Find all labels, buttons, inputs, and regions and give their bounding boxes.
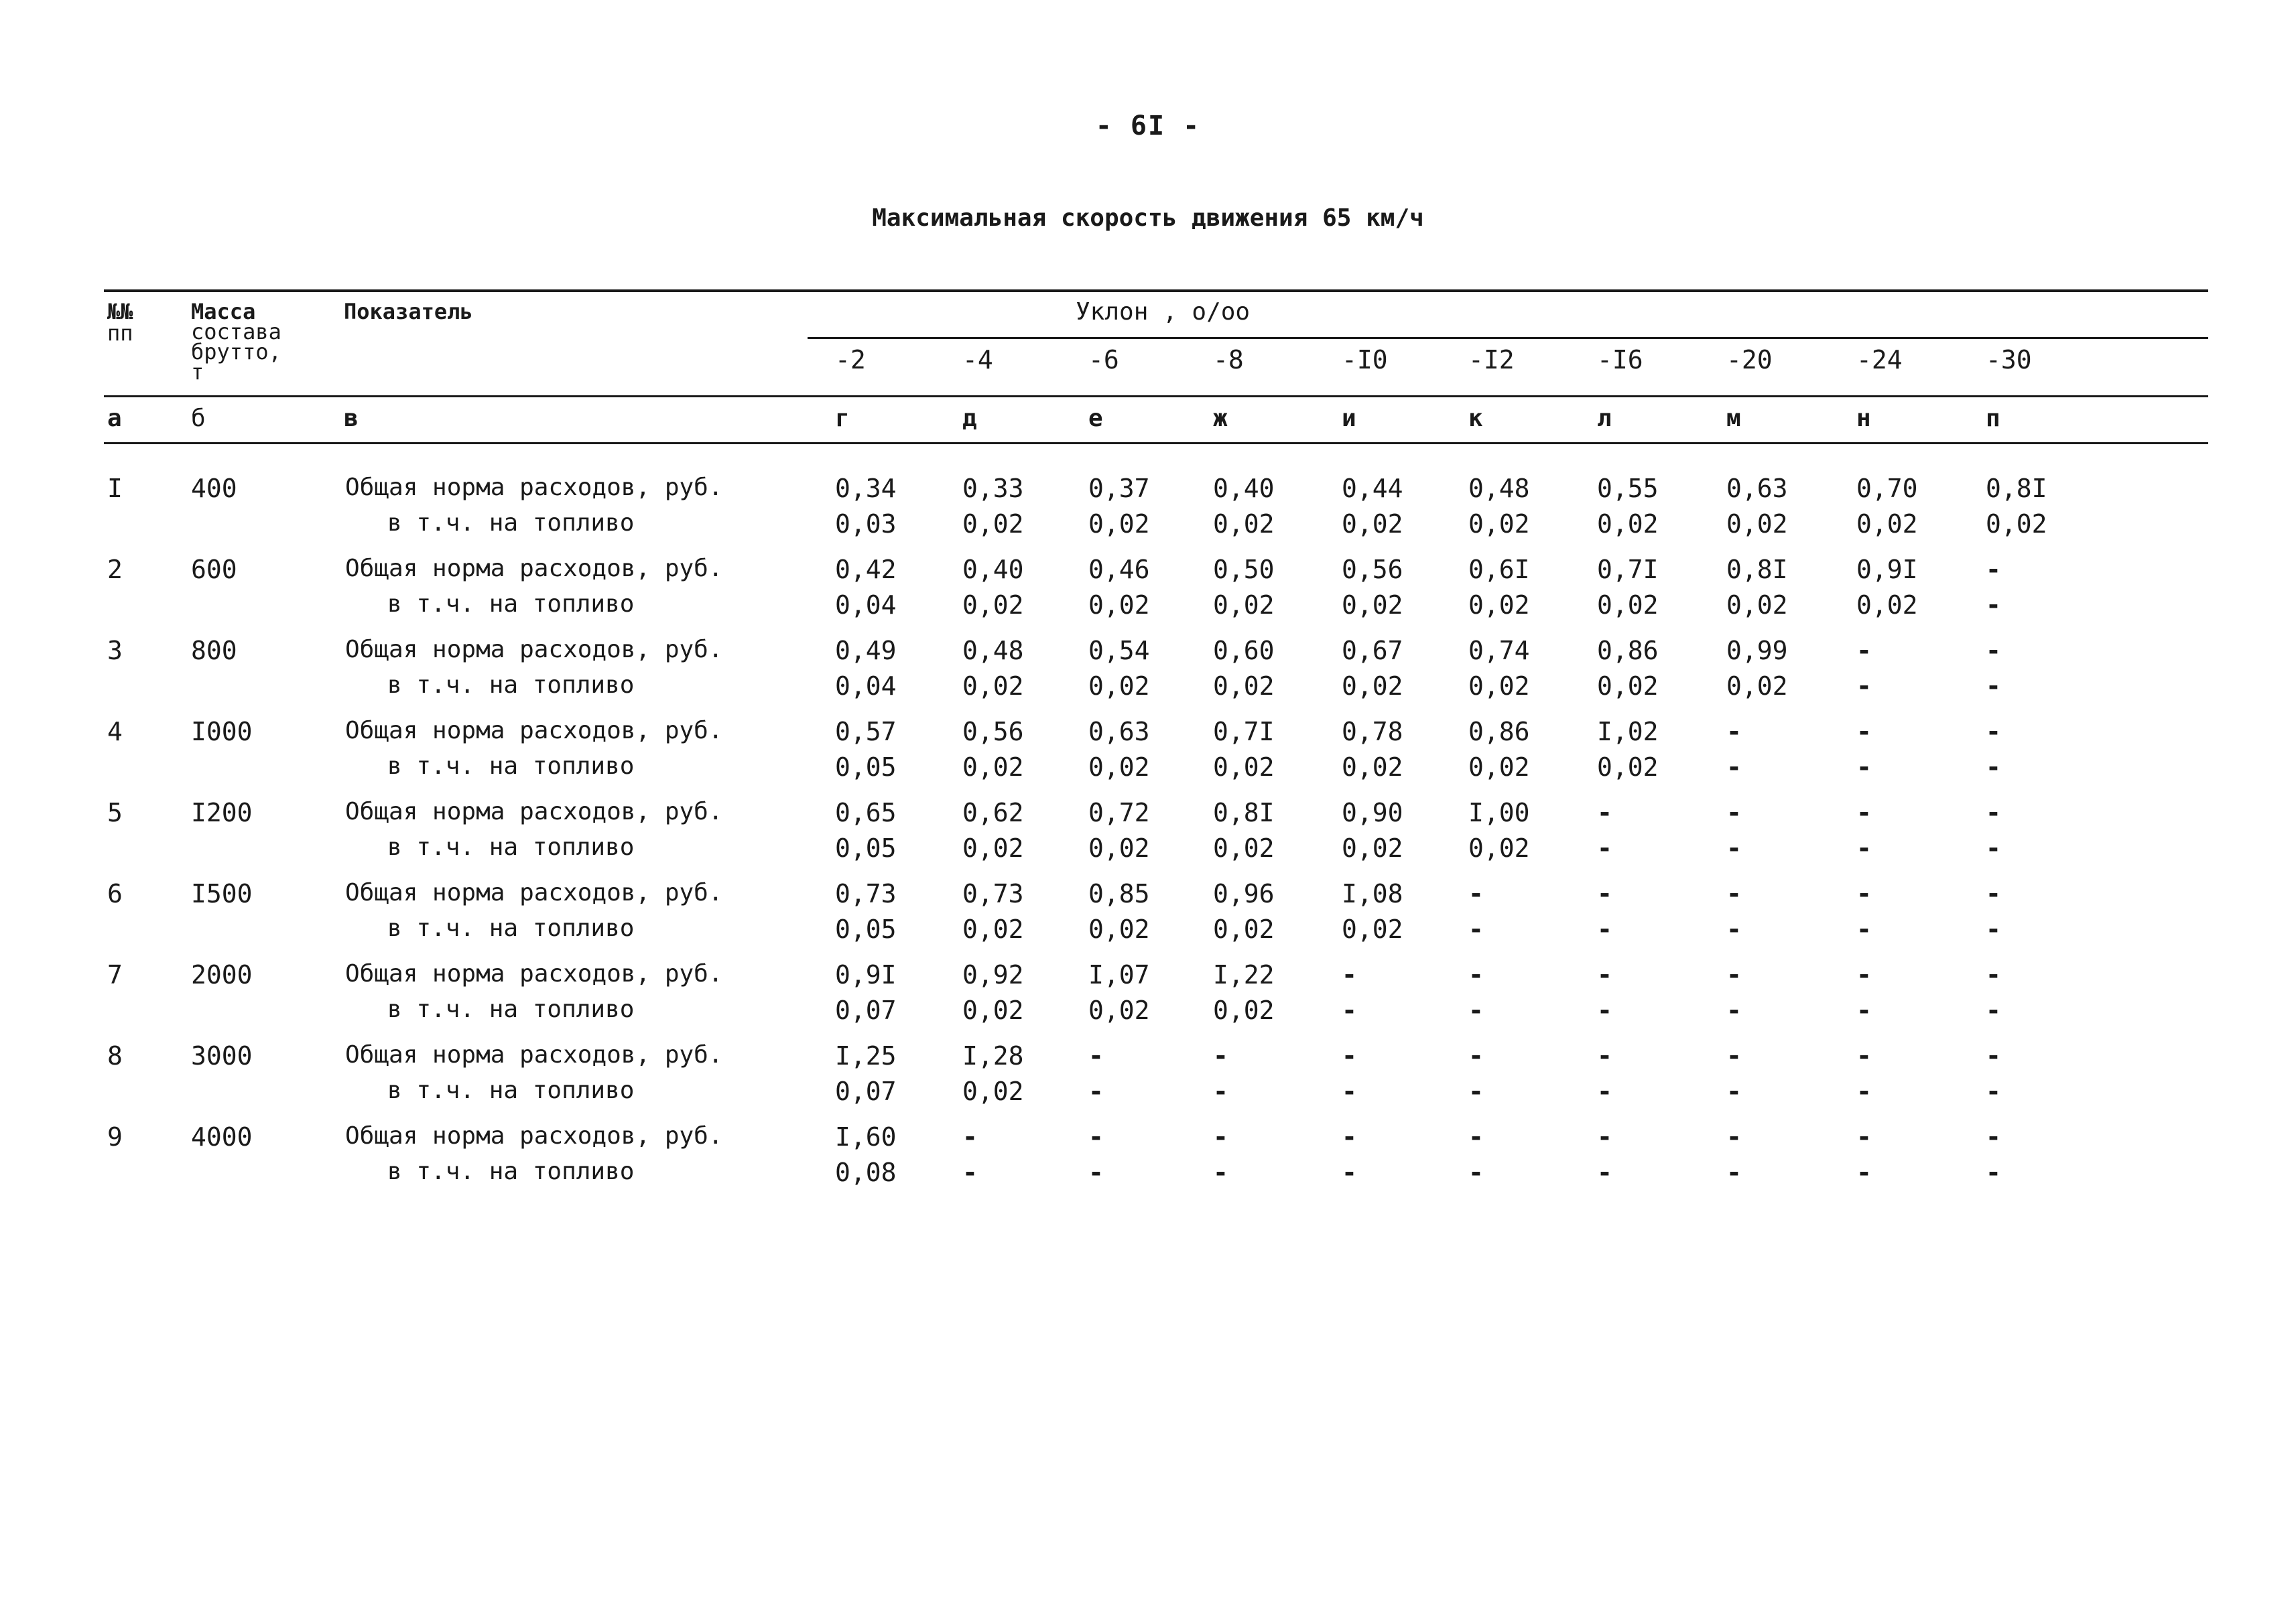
fuel-value-cell: 0,02: [962, 833, 1024, 863]
total-value-cell: I,60: [835, 1122, 897, 1152]
fuel-value-cell: 0,02: [1088, 671, 1150, 701]
fuel-value-cell: -: [1597, 833, 1612, 863]
total-value-cell: -: [1088, 1041, 1104, 1071]
fuel-value-cell: 0,02: [1342, 833, 1403, 863]
row-label-fuel: в т.ч. на топливо: [387, 752, 635, 780]
fuel-value-cell: -: [1468, 1158, 1484, 1187]
letter-col-grade: ж: [1213, 405, 1228, 432]
fuel-value-cell: -: [1856, 833, 1872, 863]
total-value-cell: -: [1726, 717, 1742, 746]
total-value-cell: 0,33: [962, 474, 1024, 503]
fuel-value-cell: 0,02: [1597, 671, 1659, 701]
total-value-cell: -: [1986, 798, 2001, 827]
fuel-value-cell: 0,02: [1468, 833, 1530, 863]
fuel-value-cell: -: [1726, 752, 1742, 782]
total-value-cell: -: [1986, 636, 2001, 665]
letter-col-grade: и: [1342, 405, 1356, 432]
fuel-value-cell: 0,02: [1088, 915, 1150, 944]
total-value-cell: -: [1468, 960, 1484, 990]
total-value-cell: 0,8I: [1213, 798, 1275, 827]
fuel-value-cell: -: [1856, 1158, 1872, 1187]
row-label-fuel: в т.ч. на топливо: [387, 996, 635, 1023]
total-value-cell: -: [1468, 1041, 1484, 1071]
fuel-value-cell: -: [1726, 1077, 1742, 1106]
fuel-value-cell: -: [1726, 1158, 1742, 1187]
total-value-cell: 0,8I: [1986, 474, 2047, 503]
fuel-value-cell: 0,02: [1213, 509, 1275, 539]
letter-col-grade: м: [1726, 405, 1741, 432]
fuel-value-cell: 0,07: [835, 996, 897, 1025]
row-label-total: Общая норма расходов, руб.: [345, 474, 723, 501]
fuel-value-cell: -: [1468, 915, 1484, 944]
fuel-value-cell: -: [1726, 996, 1742, 1025]
fuel-value-cell: -: [1088, 1077, 1104, 1106]
total-value-cell: 0,62: [962, 798, 1024, 827]
page-number: - 6I -: [1095, 111, 1201, 141]
fuel-value-cell: 0,02: [1856, 590, 1918, 620]
header-grade-value: -30: [1986, 345, 2032, 375]
total-value-cell: -: [1342, 1041, 1357, 1071]
fuel-value-cell: 0,05: [835, 915, 897, 944]
row-mass: 600: [191, 555, 237, 584]
grade-header-rule: [808, 337, 2208, 339]
letter-col-grade: д: [962, 405, 977, 432]
fuel-value-cell: 0,08: [835, 1158, 897, 1187]
total-value-cell: 0,7I: [1597, 555, 1659, 584]
fuel-value-cell: 0,02: [1213, 915, 1275, 944]
fuel-value-cell: -: [1986, 996, 2001, 1025]
header-bottom-rule: [104, 395, 2208, 397]
fuel-value-cell: -: [962, 1158, 978, 1187]
header-col-num: пп: [107, 320, 133, 346]
fuel-value-cell: 0,02: [962, 752, 1024, 782]
letter-col-num: а: [107, 405, 122, 432]
fuel-value-cell: 0,02: [962, 1077, 1024, 1106]
total-value-cell: -: [1597, 1122, 1612, 1152]
total-value-cell: -: [1213, 1041, 1228, 1071]
fuel-value-cell: 0,02: [1213, 833, 1275, 863]
total-value-cell: -: [1726, 798, 1742, 827]
row-number: 6: [107, 879, 123, 908]
total-value-cell: 0,40: [1213, 474, 1275, 503]
fuel-value-cell: -: [1342, 996, 1357, 1025]
fuel-value-cell: 0,02: [1088, 996, 1150, 1025]
total-value-cell: -: [1088, 1122, 1104, 1152]
total-value-cell: 0,86: [1597, 636, 1659, 665]
total-value-cell: -: [1856, 636, 1872, 665]
total-value-cell: -: [1856, 1122, 1872, 1152]
total-value-cell: 0,74: [1468, 636, 1530, 665]
total-value-cell: I,08: [1342, 879, 1403, 908]
total-value-cell: 0,8I: [1726, 555, 1788, 584]
row-mass: I200: [191, 798, 253, 827]
fuel-value-cell: -: [1856, 671, 1872, 701]
total-value-cell: 0,48: [962, 636, 1024, 665]
fuel-value-cell: -: [1597, 1158, 1612, 1187]
fuel-value-cell: 0,05: [835, 833, 897, 863]
total-value-cell: -: [1856, 1041, 1872, 1071]
fuel-value-cell: -: [1597, 1077, 1612, 1106]
fuel-value-cell: 0,02: [1597, 590, 1659, 620]
total-value-cell: -: [1856, 879, 1872, 908]
header-grade-value: -6: [1088, 345, 1119, 375]
total-value-cell: 0,85: [1088, 879, 1150, 908]
total-value-cell: 0,37: [1088, 474, 1150, 503]
row-mass: 400: [191, 474, 237, 503]
total-value-cell: 0,42: [835, 555, 897, 584]
fuel-value-cell: -: [1726, 915, 1742, 944]
page-title: Максимальная скорость движения 65 км/ч: [872, 204, 1424, 232]
total-value-cell: 0,46: [1088, 555, 1150, 584]
header-grade-value: -4: [962, 345, 993, 375]
fuel-value-cell: 0,02: [1342, 590, 1403, 620]
header-grade-value: -I0: [1342, 345, 1388, 375]
header-grade-value: -20: [1726, 345, 1773, 375]
letter-col-grade: п: [1986, 405, 2000, 432]
row-number: 9: [107, 1122, 123, 1152]
fuel-value-cell: 0,02: [1726, 671, 1788, 701]
total-value-cell: 0,63: [1726, 474, 1788, 503]
fuel-value-cell: -: [1088, 1158, 1104, 1187]
fuel-value-cell: 0,04: [835, 590, 897, 620]
row-label-total: Общая норма расходов, руб.: [345, 555, 723, 582]
header-col-num: №№: [107, 299, 133, 324]
total-value-cell: -: [1726, 1041, 1742, 1071]
letter-col-grade: н: [1856, 405, 1871, 432]
total-value-cell: 0,65: [835, 798, 897, 827]
total-value-cell: -: [1856, 798, 1872, 827]
fuel-value-cell: -: [1213, 1077, 1228, 1106]
fuel-value-cell: -: [1597, 996, 1612, 1025]
row-mass: I500: [191, 879, 253, 908]
total-value-cell: I,22: [1213, 960, 1275, 990]
fuel-value-cell: 0,02: [1213, 752, 1275, 782]
fuel-value-cell: 0,02: [1088, 509, 1150, 539]
total-value-cell: 0,6I: [1468, 555, 1530, 584]
fuel-value-cell: -: [1856, 1077, 1872, 1106]
row-label-total: Общая норма расходов, руб.: [345, 717, 723, 744]
fuel-value-cell: 0,02: [1342, 915, 1403, 944]
row-label-total: Общая норма расходов, руб.: [345, 879, 723, 906]
row-label-fuel: в т.ч. на топливо: [387, 915, 635, 942]
fuel-value-cell: 0,02: [1726, 509, 1788, 539]
row-label-fuel: в т.ч. на топливо: [387, 1077, 635, 1104]
row-label-total: Общая норма расходов, руб.: [345, 798, 723, 825]
row-label-fuel: в т.ч. на топливо: [387, 833, 635, 861]
total-value-cell: -: [1856, 960, 1872, 990]
fuel-value-cell: 0,02: [1597, 509, 1659, 539]
header-grade-value: -2: [835, 345, 866, 375]
total-value-cell: 0,60: [1213, 636, 1275, 665]
row-number: I: [107, 474, 123, 503]
fuel-value-cell: -: [1986, 1077, 2001, 1106]
fuel-value-cell: 0,03: [835, 509, 897, 539]
total-value-cell: -: [1986, 1041, 2001, 1071]
fuel-value-cell: 0,02: [962, 671, 1024, 701]
total-value-cell: 0,67: [1342, 636, 1403, 665]
fuel-value-cell: 0,02: [1468, 752, 1530, 782]
fuel-value-cell: -: [1726, 833, 1742, 863]
fuel-value-cell: 0,02: [1213, 590, 1275, 620]
total-value-cell: 0,9I: [1856, 555, 1918, 584]
total-value-cell: -: [1726, 960, 1742, 990]
fuel-value-cell: 0,02: [1597, 752, 1659, 782]
header-grade-label: Уклон , о/оо: [1076, 298, 1251, 326]
row-mass: 3000: [191, 1041, 253, 1071]
fuel-value-cell: 0,02: [962, 915, 1024, 944]
fuel-value-cell: 0,02: [1468, 590, 1530, 620]
fuel-value-cell: 0,02: [1726, 590, 1788, 620]
row-label-total: Общая норма расходов, руб.: [345, 1122, 723, 1150]
letter-col-grade: е: [1088, 405, 1103, 432]
letters-row-rule: [104, 442, 2208, 444]
total-value-cell: -: [1986, 1122, 2001, 1152]
row-label-fuel: в т.ч. на топливо: [387, 590, 635, 618]
total-value-cell: 0,63: [1088, 717, 1150, 746]
fuel-value-cell: -: [1342, 1077, 1357, 1106]
fuel-value-cell: -: [1856, 915, 1872, 944]
letter-col-grade: г: [835, 405, 850, 432]
total-value-cell: 0,48: [1468, 474, 1530, 503]
header-col-mass: Масса: [191, 299, 256, 324]
total-value-cell: 0,72: [1088, 798, 1150, 827]
total-value-cell: 0,56: [1342, 555, 1403, 584]
total-value-cell: 0,49: [835, 636, 897, 665]
total-value-cell: 0,55: [1597, 474, 1659, 503]
header-grade-value: -24: [1856, 345, 1903, 375]
total-value-cell: 0,78: [1342, 717, 1403, 746]
total-value-cell: 0,70: [1856, 474, 1918, 503]
row-label-total: Общая норма расходов, руб.: [345, 1041, 723, 1069]
table-top-rule: [104, 289, 2208, 292]
total-value-cell: 0,90: [1342, 798, 1403, 827]
header-grade-value: -8: [1213, 345, 1244, 375]
total-value-cell: -: [1597, 960, 1612, 990]
fuel-value-cell: 0,05: [835, 752, 897, 782]
total-value-cell: 0,73: [962, 879, 1024, 908]
header-col-mass: состава: [191, 319, 281, 344]
total-value-cell: -: [1856, 717, 1872, 746]
row-number: 3: [107, 636, 123, 665]
fuel-value-cell: 0,02: [962, 996, 1024, 1025]
fuel-value-cell: -: [1213, 1158, 1228, 1187]
letter-col-grade: к: [1468, 405, 1483, 432]
total-value-cell: -: [1726, 879, 1742, 908]
fuel-value-cell: 0,02: [1088, 752, 1150, 782]
fuel-value-cell: -: [1468, 996, 1484, 1025]
fuel-value-cell: -: [1986, 915, 2001, 944]
row-number: 2: [107, 555, 123, 584]
row-label-fuel: в т.ч. на топливо: [387, 509, 635, 537]
total-value-cell: -: [1726, 1122, 1742, 1152]
row-mass: I000: [191, 717, 253, 746]
fuel-value-cell: 0,07: [835, 1077, 897, 1106]
total-value-cell: -: [1986, 960, 2001, 990]
total-value-cell: 0,34: [835, 474, 897, 503]
row-number: 4: [107, 717, 123, 746]
fuel-value-cell: 0,02: [1468, 509, 1530, 539]
total-value-cell: 0,86: [1468, 717, 1530, 746]
row-mass: 2000: [191, 960, 253, 990]
total-value-cell: 0,9I: [835, 960, 897, 990]
total-value-cell: 0,57: [835, 717, 897, 746]
header-col-mass: т: [191, 359, 204, 385]
fuel-value-cell: -: [1986, 590, 2001, 620]
letter-col-indicator: в: [344, 405, 359, 432]
total-value-cell: -: [1986, 717, 2001, 746]
letter-col-grade: л: [1597, 405, 1612, 432]
header-grade-value: -I6: [1597, 345, 1643, 375]
fuel-value-cell: 0,02: [1213, 671, 1275, 701]
total-value-cell: 0,73: [835, 879, 897, 908]
row-number: 7: [107, 960, 123, 990]
row-mass: 800: [191, 636, 237, 665]
total-value-cell: -: [1468, 879, 1484, 908]
fuel-value-cell: -: [1986, 1158, 2001, 1187]
total-value-cell: 0,40: [962, 555, 1024, 584]
total-value-cell: I,07: [1088, 960, 1150, 990]
fuel-value-cell: -: [1856, 752, 1872, 782]
fuel-value-cell: 0,02: [1342, 509, 1403, 539]
total-value-cell: -: [1986, 555, 2001, 584]
total-value-cell: -: [1597, 1041, 1612, 1071]
total-value-cell: -: [1597, 879, 1612, 908]
row-mass: 4000: [191, 1122, 253, 1152]
total-value-cell: 0,92: [962, 960, 1024, 990]
total-value-cell: I,25: [835, 1041, 897, 1071]
total-value-cell: 0,99: [1726, 636, 1788, 665]
total-value-cell: -: [1986, 879, 2001, 908]
fuel-value-cell: 0,02: [1088, 833, 1150, 863]
row-label-fuel: в т.ч. на топливо: [387, 671, 635, 699]
letter-col-mass: б: [191, 405, 206, 432]
total-value-cell: -: [1342, 960, 1357, 990]
fuel-value-cell: -: [1856, 996, 1872, 1025]
total-value-cell: -: [1597, 798, 1612, 827]
fuel-value-cell: 0,02: [962, 590, 1024, 620]
total-value-cell: -: [1468, 1122, 1484, 1152]
fuel-value-cell: 0,02: [1213, 996, 1275, 1025]
total-value-cell: -: [1213, 1122, 1228, 1152]
fuel-value-cell: 0,02: [1088, 590, 1150, 620]
fuel-value-cell: 0,02: [1468, 671, 1530, 701]
fuel-value-cell: -: [1342, 1158, 1357, 1187]
fuel-value-cell: -: [1468, 1077, 1484, 1106]
total-value-cell: 0,7I: [1213, 717, 1275, 746]
fuel-value-cell: -: [1986, 833, 2001, 863]
fuel-value-cell: -: [1986, 671, 2001, 701]
total-value-cell: -: [1342, 1122, 1357, 1152]
total-value-cell: 0,50: [1213, 555, 1275, 584]
row-number: 8: [107, 1041, 123, 1071]
fuel-value-cell: -: [1597, 915, 1612, 944]
fuel-value-cell: 0,02: [1856, 509, 1918, 539]
header-col-indicator: Показатель: [344, 299, 473, 324]
total-value-cell: -: [962, 1122, 978, 1152]
fuel-value-cell: 0,02: [1342, 752, 1403, 782]
total-value-cell: I,28: [962, 1041, 1024, 1071]
row-label-total: Общая норма расходов, руб.: [345, 636, 723, 663]
header-grade-value: -I2: [1468, 345, 1515, 375]
row-number: 5: [107, 798, 123, 827]
total-value-cell: 0,54: [1088, 636, 1150, 665]
total-value-cell: 0,44: [1342, 474, 1403, 503]
total-value-cell: I,02: [1597, 717, 1659, 746]
fuel-value-cell: 0,02: [1986, 509, 2047, 539]
header-col-mass: брутто,: [191, 339, 281, 364]
total-value-cell: 0,56: [962, 717, 1024, 746]
fuel-value-cell: -: [1986, 752, 2001, 782]
row-label-fuel: в т.ч. на топливо: [387, 1158, 635, 1185]
row-label-total: Общая норма расходов, руб.: [345, 960, 723, 988]
fuel-value-cell: 0,04: [835, 671, 897, 701]
fuel-value-cell: 0,02: [962, 509, 1024, 539]
total-value-cell: 0,96: [1213, 879, 1275, 908]
fuel-value-cell: 0,02: [1342, 671, 1403, 701]
total-value-cell: I,00: [1468, 798, 1530, 827]
